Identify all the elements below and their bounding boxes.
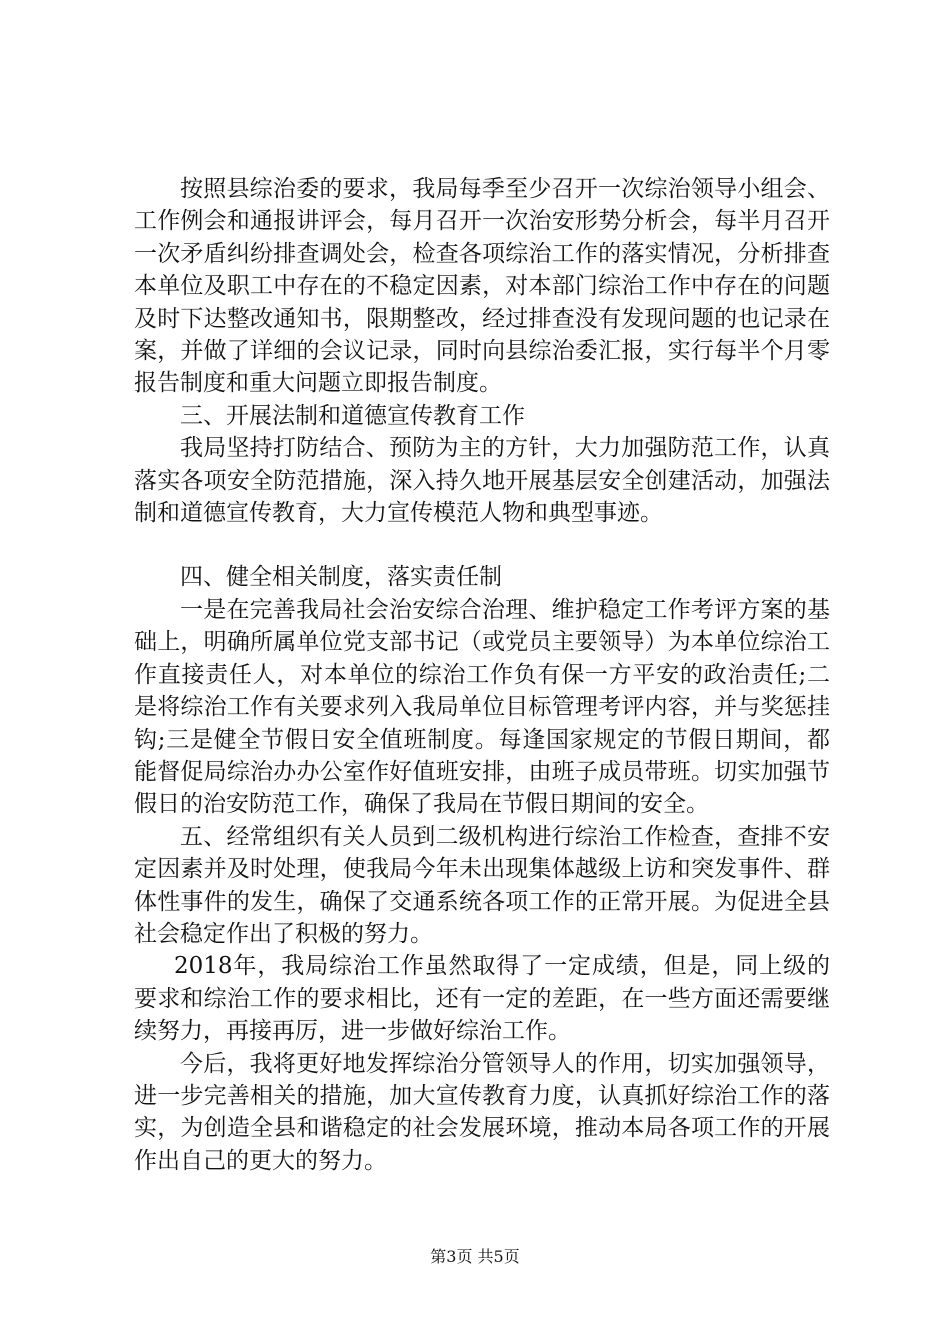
section-heading-3: 三、开展法制和道德宣传教育工作 xyxy=(180,402,525,429)
document-body xyxy=(134,173,830,1177)
page-number-footer: 第3页 共5页 xyxy=(430,1247,520,1266)
paragraph-2018-summary: 2018年，我局综治工作虽然取得了一定成绩，但是，同上级的要求和综治工作的要求相比，还有一定的差距，在一些方面还需要继续努力，再接再厉，进一步做好综治工作。 xyxy=(134,953,830,1045)
paragraph-inspection: 五、经常组织有关人员到二级机构进行综治工作检查，查排不安定因素并及时处理，使我局今年未出现集体越级上访和突发事件、群体性事件的发生，确保了交通系统各项工作的正常开展。为促进全县社会稳定作出了积极的努力。 xyxy=(134,823,830,947)
section-heading-4: 四、健全相关制度，落实责任制 xyxy=(180,564,502,591)
paragraph-responsibility: 一是在完善我局社会治安综合治理、维护稳定工作考评方案的基础上，明确所属单位党支部书记（或党员主要领导）为本单位综治工作直接责任人，对本单位的综治工作负有保一方平安的政治责任;二是将综治工作有关要求列入我局单位目标管理考评内容，并与奖惩挂钩;三是健全节假日安全值班制度。每逢国家规定的节假日期间，都能督促局综治办办公室作好值班安排，由班子成员带班。切实加强节假日的治安防范工作，确保了我局在节假日期间的安全。 xyxy=(134,596,830,818)
paragraph-future-plans: 今后，我将更好地发挥综治分管领导人的作用，切实加强领导，进一步完善相关的措施，加大宣传教育力度，认真抓好综治工作的落实，为创造全县和谐稳定的社会发展环境，推动本局各项工作的开展作出自己的更大的努力。 xyxy=(134,1050,830,1174)
paragraph-prevention: 我局坚持打防结合、预防为主的方针，大力加强防范工作，认真落实各项安全防范措施，深入持久地开展基层安全创建活动，加强法制和道德宣传教育，大力宣传模范人物和典型事迹。 xyxy=(134,435,830,527)
paragraph-meeting-system: 按照县综治委的要求，我局每季至少召开一次综治领导小组会、工作例会和通报讲评会，每月召开一次治安形势分析会，每半月召开一次矛盾纠纷排查调处会，检查各项综治工作的落实情况，分析排查本单位及职工中存在的不稳定因素，对本部门综治工作中存在的问题及时下达整改通知书，限期整改，经过排查没有发现问题的也记录在案，并做了详细的会议记录，同时向县综治委汇报，实行每半个月零报告制度和重大问题立即报告制度。 xyxy=(134,176,830,397)
paragraph-gap xyxy=(134,529,830,561)
